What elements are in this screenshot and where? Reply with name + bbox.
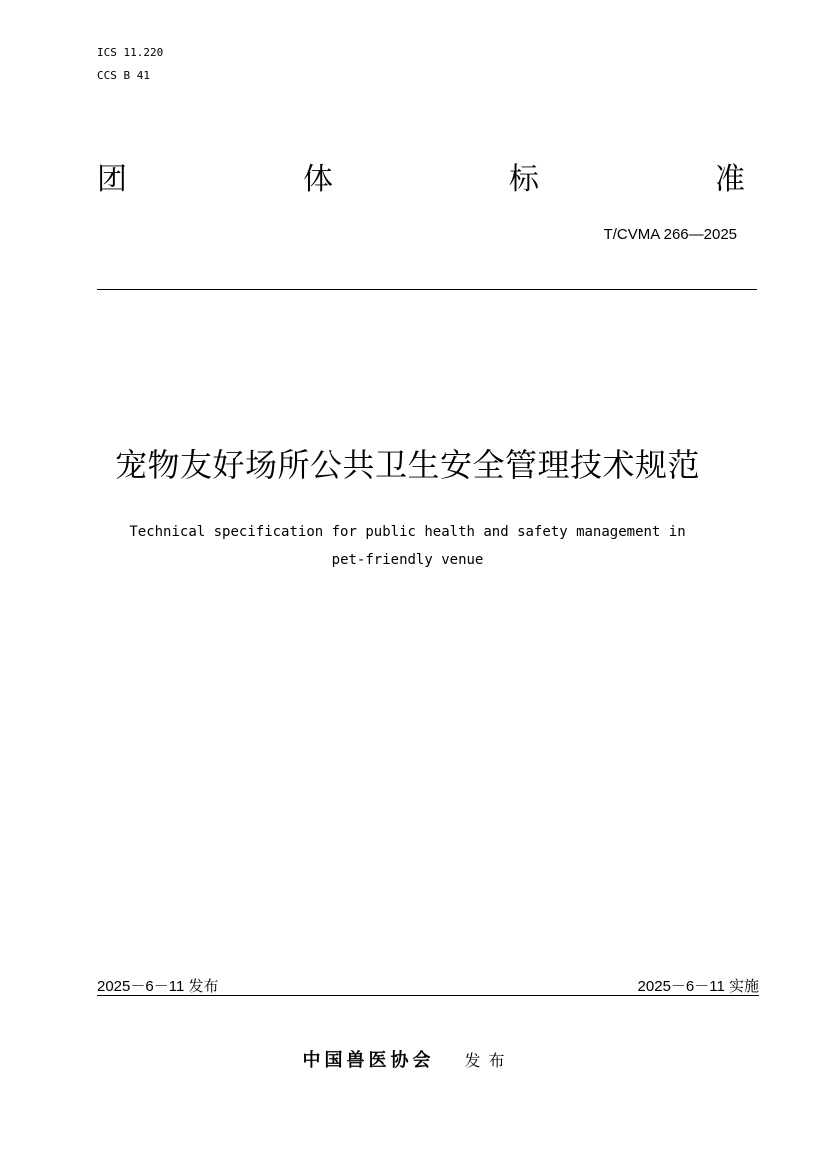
date-divider xyxy=(97,995,759,996)
standard-number: T/CVMA 266—2025 xyxy=(603,226,737,243)
standard-type-char: 准 xyxy=(715,162,745,197)
title-english xyxy=(40,518,775,574)
standard-type-char: 体 xyxy=(303,162,333,197)
header-divider xyxy=(97,289,757,290)
publish-date: 2025－6－11 发布 xyxy=(97,978,219,995)
title-english-line: pet-friendly venue xyxy=(331,552,484,568)
publisher-line xyxy=(0,1046,815,1072)
title-english-line: Technical specification for public health and safety management in xyxy=(129,524,686,540)
standard-type-char: 团 xyxy=(97,162,127,197)
standard-type-heading xyxy=(97,160,745,200)
standard-type-char: 标 xyxy=(509,162,539,197)
implement-date: 2025－6－11 实施 xyxy=(637,978,759,995)
ics-code: ICS 11.220 xyxy=(97,46,164,59)
ccs-code: CCS B 41 xyxy=(97,69,150,82)
publisher-action: 发布 xyxy=(464,1051,513,1070)
publisher-organization: 中国兽医协会 xyxy=(302,1050,435,1071)
title-chinese: 宠物友好场所公共卫生安全管理技术规范 xyxy=(114,446,700,484)
classification-codes xyxy=(97,41,163,87)
